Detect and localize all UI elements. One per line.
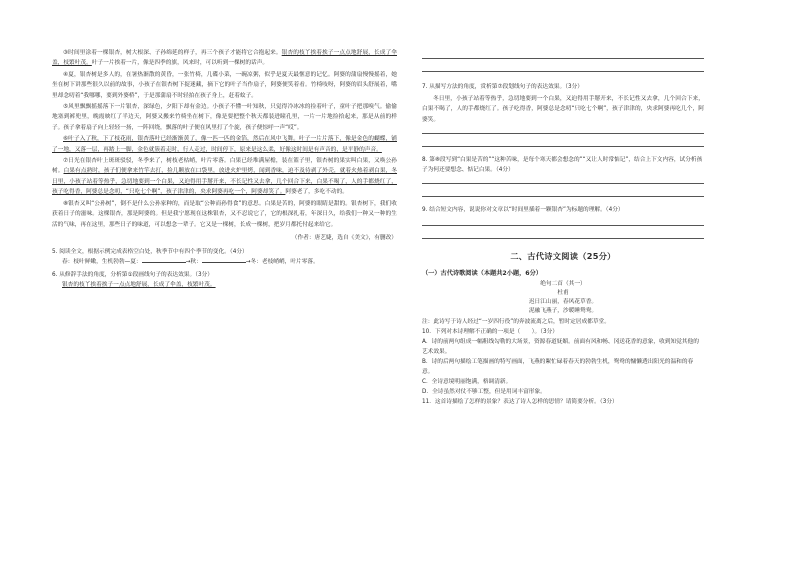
poem-title: 绝句二首（其一） [540,281,586,288]
question-7-passage: 冬日里，小孩子站着等热乎，急切地要到一个白果，又迫得用手掰开来，不长记性又去拿，几个回合下来，白果不喝了，人的手都烧红了。孩子吃得香，阿婆总是念叨“只吃七个啊”，孩子津津的，央求阿婆再吃几个，阿婆笑。 [422,96,704,123]
blank-autumn[interactable] [202,262,246,263]
question-5: 5. 阅读全文，根据示例完成表格空白处，秋季节中有四个季节的变化。（4分） [52,248,248,255]
paragraph-5: ⑤风里飘飘摇摇落下一片银杏，深绿色，夕阳下却有金边。小孩子不懂一叶知秋，只觉得冷冰冰的捡着叶子，童叶子把那嗅气。偷偷地塞到裤兜里，晚霞映红了半边天，阿婆又搬来竹椅坐在树下，像是要把整个秋天都装进瞳孔里，一片一片地捡拾起来，那是从前的样子。孩子拿着扇子向上轻轻一扬，一阵回绕，飘落的叶子便在风里打了个旋，孩子便惊呼一声“哎”。 [52,104,397,131]
paragraph-4: ④夏，银杏树是多人的，在暑热渐散的黄昏，一张竹椅，几碟小菜，一碗凉粥，似乎是夏天最惬意的记忆。阿婆的蒲扇慢慢摇着，她坐在树下讲那些很久以前的故事，小孩子在银杏树下捉迷藏，摘下它的叶子当作扇子，阿婆便笑着看。竹椅吱呀，阿婆的眉头舒展着，嘴里却念叨着“我哪哪，要到外婆桥”，于是那蒲扇不时轻拍在孩子身上，赶着蚊子。 [52,71,397,99]
option-d: D．全诗虽然对仗不够工整，但是用词丰富形象。 [422,389,546,396]
underlined-sentence-7: 白果有点熟时，孩子们便拿来竹竿去打，捡几颗放在口袋里，放进火炉里烤，闻到香味，迫不及待剥了外壳，就着火热着剥白果，冬日里，小孩子站着等热乎，急切地要到一个白果，又迫得用手掰开来，不长记性又去拿，几个回合下来，白果不喝了，人的手都烧红了，孩子吃得香，阿婆总是念叨，“只吃七个啊”，孩子津津的，央求阿婆再吃一个，阿婆却笑了。 [52,168,398,196]
question-6-sentence: 银杏的枝丫挨着挨子一点点地舒展，长成了伞盖，枝繁叶茂。 [62,281,216,288]
answer-line[interactable] [422,183,704,184]
answer-line[interactable] [422,58,704,59]
subsection-title: （一）古代诗歌阅读（本题共2小题，6分） [422,270,542,278]
section-title: 二、古代诗文阅读（25分） [510,251,616,262]
question-7: 7. 从描写方法的角度，赏析第⑦段划线句子的表达效果。（3分） [422,84,583,90]
right-column [422,0,704,407]
paragraph-7: ⑦日光在银杏叶上斑斑驳驳，冬季来了，树枝老枯峭，叶片零落。白果已经堆满屋檐，装在篮子里，银杏树的果实叫白果，又唤公孙树。白果有点熟时，孩子们便拿来竹竿去打，捡几颗放在口袋里，放进火炉里烤，闻到香味，迫不及待剥了外壳，就着火热着剥白果，冬日里，小孩子站着等热乎，急切地要到一个白果，又迫得用手掰开来，不长记性又去拿，几个回合下来，白果不喝了，人的手都烧红了，孩子吃得香，阿婆总是念叨，“只吃七个啊”，孩子津津的，央求阿婆再吃一个，阿婆却笑了。阿婆老了，多吃不动的。 [52,158,398,196]
left-column [52,0,397,290]
poem-line: 泥融飞燕子，沙暖睡鸳鸯。 [528,308,598,315]
option-b: B．诗的后两句描绘工笔描画的特写画面，飞燕的絮忙碌着春天的勃勃生机，鸳鸯的慵懒透出阳光的温和的春意。 [422,359,694,376]
poem-author: 杜甫 [557,290,569,297]
source-attribution: （作者：唐艺婕，选自《美文》，有删改） [291,234,397,241]
answer-line[interactable] [422,196,704,197]
answer-line[interactable] [422,225,704,226]
underlined-sentence-6: ⑥叶子入了秋，下了枝花雨，银杏落叶已经渐渐黄了，像一匹一匹的金箔，然后在风中飞舞。叶子一片片落下，像是金色的蝴蝶，铺了一地，又落一层，再踏上一脚，金色就簇着走时，行人走过，时间停下，原来是这么柔，好像这时间是有声音的，是平静的声音。 [52,136,397,153]
underlined-sentence-1: 银杏的枝丫挨着挨子一点点地舒展，长成了伞盖，枝繁叶茂。 [52,50,397,67]
question-9: 9. 结合短文内容，说说你对文章以“时间里插着一颗银杏”为标题的理解。（4分） [422,207,624,214]
paragraph-3: ③时间里涂着一棵银杏，树大根深、子孙绵延的样子，再三个孩子才能将它合抱起来。银杏的枝丫挨着挨子一点点地舒展，长成了伞盖，枝繁叶茂。叶子一片挨着一片，像是四季的旗，风来时，可以听到一棵树的话声。 [52,50,397,67]
question-5-answer: 春：枝叶鲜嫩，生机勃勃—夏： →秋： →冬：老枝峭峭，叶片零落。 [62,258,319,265]
poem-note: 注：此诗写于诗人经过“一岁四行役”的奔波流离之后，暂时定居成都草堂。 [422,319,610,326]
answer-line[interactable] [422,238,704,239]
question-11: 11．这首诗描绘了怎样的景象？表达了诗人怎样的思情？请简要分析。（3分） [422,399,618,406]
answer-line[interactable] [422,146,704,147]
question-10: 10．下列对本诗理解不正确的一项是（ ）。（3分） [422,329,558,336]
paragraph-8: ⑧银杏又叫“公孙树”，倒不是什么公孙家种的，而是取“公种而孙得食”的意思。白果是苦的，阿婆的眼睛是甜的。银杏树下，我们收获着日子的滋味。这棵银杏，那是阿婆的。但是我宁愿现在这株银杏，又不忍说它了，它的根深扎着，年深日久，给我们一种又一种的生活的气味，再在这里，那些日子的味道，可以想念一辈子。它又是一棵树，长成一棵树，把岁月都托付起来给它。 [52,200,397,228]
answer-line[interactable] [422,133,704,134]
question-6: 6. 从修辞手法的角度，分析第①段画线句子的表达效果。（3分） [52,271,213,278]
option-a: A．诗的前两句组成一幅粗线勾勒的大场景，资源春道妩媚。前面有风和畅、冈送花香的意象，收到知觉其他的艺术效果。 [422,339,699,356]
poem-line: 迟日江山丽，春风花草香。 [528,299,598,306]
blank-summer[interactable] [142,262,186,263]
paragraph-6 [52,134,397,155]
option-c: C．全诗意境明丽饱满，格调清新。 [422,379,512,386]
answer-line[interactable] [422,71,704,72]
question-8: 8. 第⑧段写到“白果是苦的”“这种苦味，是每个寒天都会想念的”“又让人时常惦记”，结合上下文内容，试分析孩子为何还要想念、惦记白果。（4分） [422,157,703,174]
